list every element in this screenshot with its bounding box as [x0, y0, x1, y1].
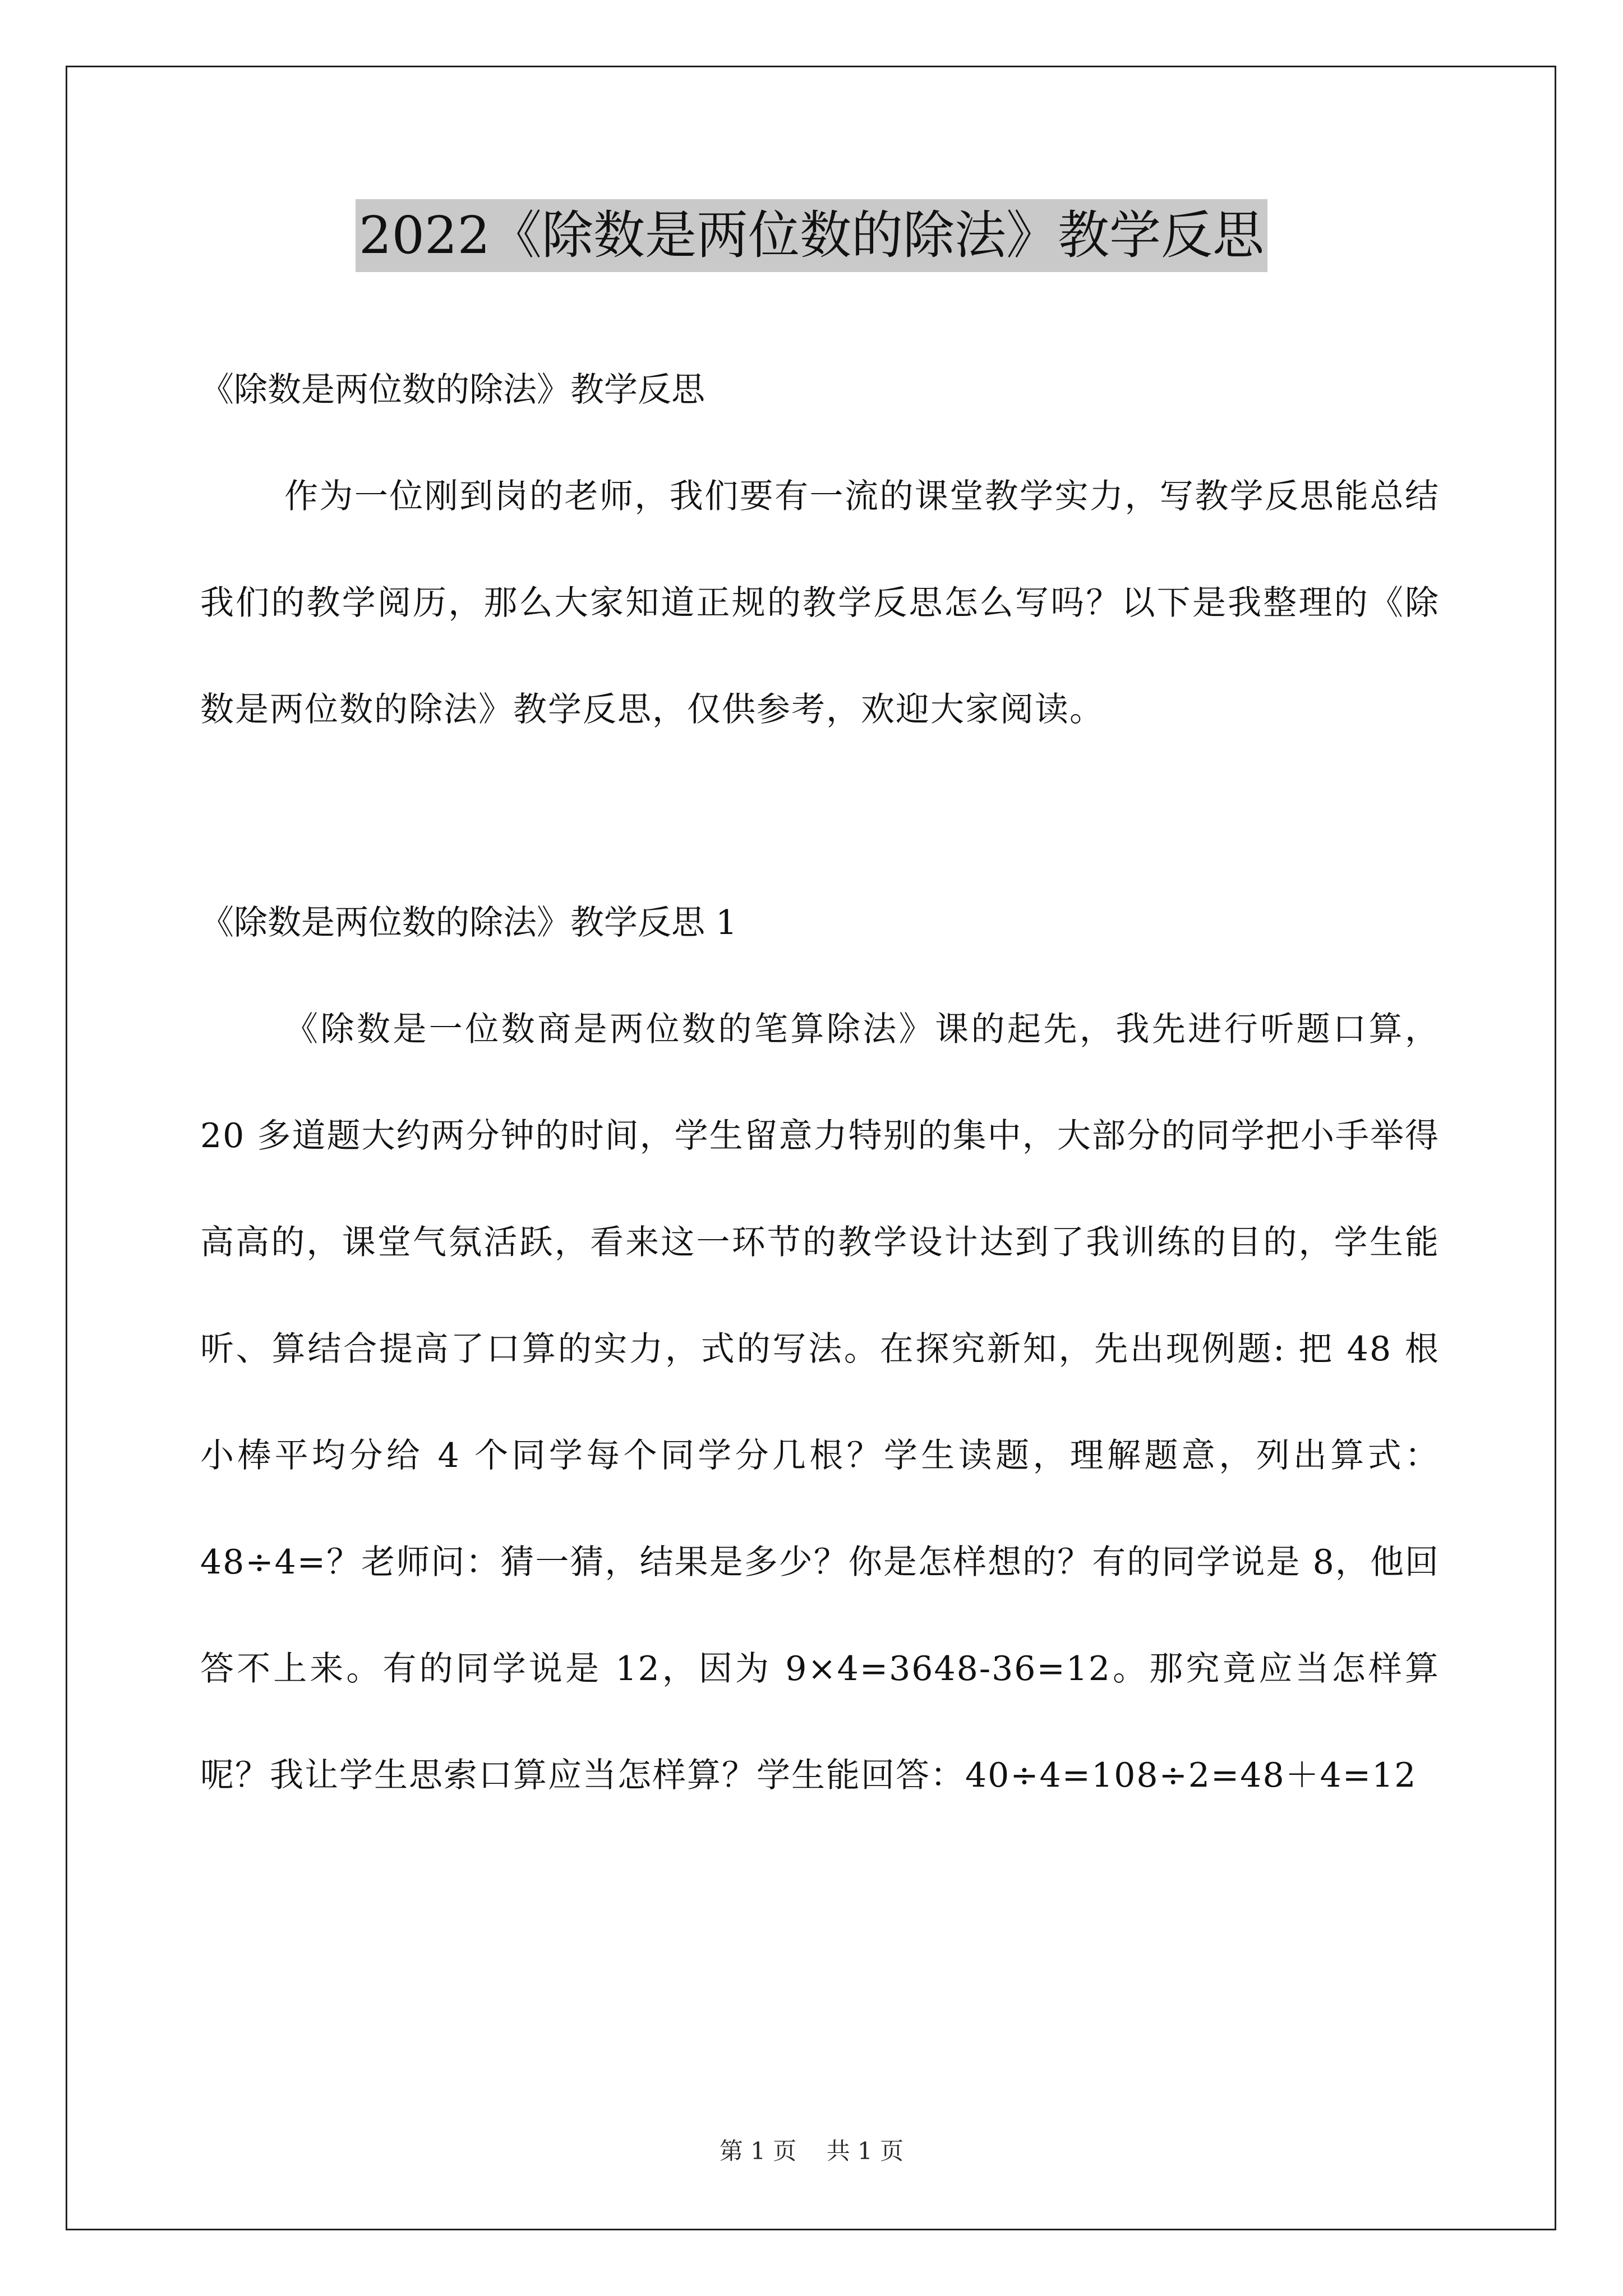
page-footer: 第 1 页 共 1 页 [719, 2137, 904, 2165]
title-container [0, 199, 1623, 272]
document-body [200, 337, 1440, 1829]
section1-paragraph: 《除数是一位数商是两位数的笔算除法》课的起先，我先进行听题口算，20 多道题大约两分钟的时间，学生留意力特别的集中，大部分的同学把小手举得高高的，课堂气氛活跃，看来这一环节的教学设计达到了我训练的目的，学生能听、算结合提高了口算的实力，式的写法。在探究新知，先出现例题: 把 48 根小棒平均分给 4 个同学每个同学分几根？学生读题，理解题意，列出算式：48÷4=？老师问：猜一猜，结果是多少？你是怎样想的？有的同学说是 8，他回答不上来。有的同学说是 12，因为 9×4=3648-36=12。那究竟应当怎样算呢？我让学生思索口算应当怎样算？学生能回答：40÷4=108÷2=48＋4=12 [200, 1010, 1440, 1795]
document-title: 2022《除数是两位数的除法》教学反思 [356, 199, 1267, 272]
intro-paragraph: 作为一位刚到岗的老师，我们要有一流的课堂教学实力，写教学反思能总结我们的教学阅历，那么大家知道正规的教学反思怎么写吗？以下是我整理的《除数是两位数的除法》教学反思，仅供参考，欢迎大家阅读。 [200, 477, 1440, 729]
intro-heading: 《除数是两位数的除法》教学反思 [200, 370, 705, 409]
section1-heading: 《除数是两位数的除法》教学反思 1 [200, 903, 737, 942]
section-spacer [200, 763, 1440, 869]
